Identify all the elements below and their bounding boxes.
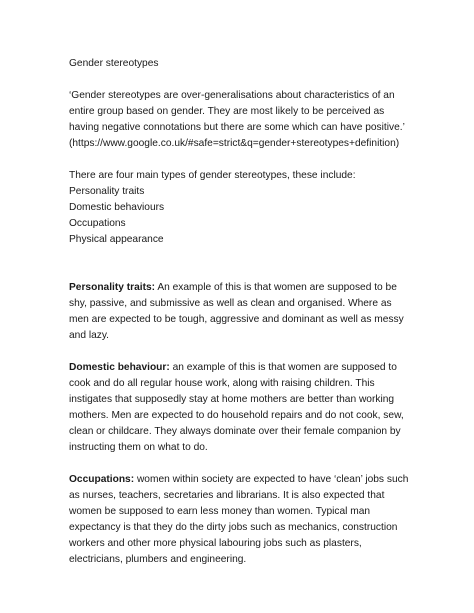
section-body: women within society are expected to have ‘clean’ jobs such as nurses, teachers, secretaries and librarians. It is also expected that women be supposed to earn less money than women. Typical man expectancy is that they do the dirty jobs such as mechanics, construction workers and other more physical labouring jobs such as plasters, electricians, plumbers and engineering. [69, 474, 409, 565]
section-heading: Personality traits: [69, 282, 156, 293]
types-intro: There are four main types of gender stereotypes, these include: [69, 170, 356, 181]
section-occupations [69, 472, 409, 568]
section-body: An example of this is that women are supposed to be shy, passive, and submissive as well as clean and organised. Where as men are expected to be tough, aggressive and dominant as well as messy and lazy. [69, 282, 404, 341]
section-heading: Occupations: [69, 474, 135, 485]
section-domestic-behaviour [69, 360, 409, 456]
spacer [69, 456, 409, 472]
types-list-item: Personality traits [69, 186, 145, 197]
definition-quote: ‘Gender stereotypes are over-generalisations about characteristics of an entire group based on gender. They are most likely to be perceived as having negative connotations but there are some which can have positive.’ [69, 90, 405, 133]
types-list-item: Occupations [69, 218, 126, 229]
definition-source: (https://www.google.co.uk/#safe=strict&q=gender+stereotypes+definition) [69, 138, 400, 149]
section-body: an example of this is that women are supposed to cook and do all regular house work, along with raising children. This instigates that supposedly stay at home mothers are better than working mothers. Men are expected to do household repairs and do not cook, sew, clean or childcare. They always dominate over their female companion by instructing them on what to do. [69, 362, 404, 453]
section-personality-traits [69, 280, 409, 344]
types-list [69, 184, 409, 248]
spacer [69, 344, 409, 360]
types-list-item: Physical appearance [69, 234, 164, 245]
types-list-item: Domestic behaviours [69, 202, 165, 213]
section-heading: Domestic behaviour: [69, 362, 170, 373]
spacer [69, 248, 409, 280]
spacer [69, 152, 409, 168]
document-body [69, 56, 409, 568]
document-title: Gender stereotypes [69, 58, 159, 69]
